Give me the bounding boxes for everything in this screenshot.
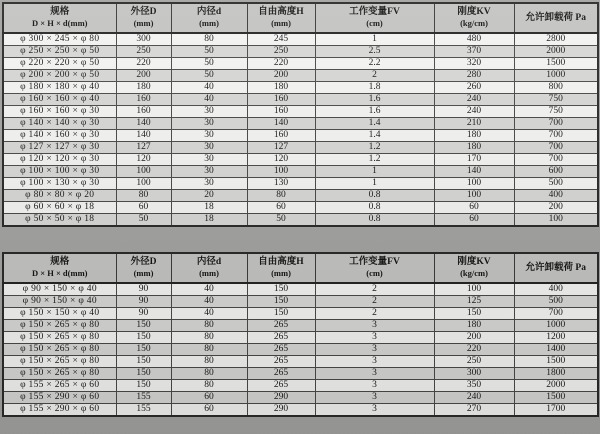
column-header xyxy=(247,253,315,283)
spec-cell: φ 155 × 290 × φ 60 xyxy=(3,392,116,404)
column-unit: (mm) xyxy=(271,18,291,28)
value-cell: 700 xyxy=(514,308,598,320)
value-cell: 40 xyxy=(171,296,247,308)
column-title: 规格 xyxy=(50,7,70,17)
value-cell: 100 xyxy=(514,214,598,227)
table-row xyxy=(3,320,598,332)
value-cell: 700 xyxy=(514,142,598,154)
value-cell: 100 xyxy=(434,283,514,296)
value-cell: 150 xyxy=(116,356,171,368)
value-cell: 80 xyxy=(171,332,247,344)
spec-cell: φ 90 × 150 × φ 40 xyxy=(3,296,116,308)
value-cell: 120 xyxy=(247,154,315,166)
value-cell: 180 xyxy=(434,320,514,332)
table-row xyxy=(3,283,598,296)
spec-cell: φ 150 × 265 × φ 80 xyxy=(3,332,116,344)
value-cell: 350 xyxy=(434,380,514,392)
column-header xyxy=(3,253,116,283)
value-cell: 40 xyxy=(171,82,247,94)
value-cell: 50 xyxy=(116,214,171,227)
value-cell: 200 xyxy=(514,202,598,214)
column-title: 自由高度H xyxy=(258,257,304,267)
spec-cell: φ 140 × 160 × φ 30 xyxy=(3,130,116,142)
value-cell: 2000 xyxy=(514,380,598,392)
value-cell: 127 xyxy=(116,142,171,154)
spec-cell: φ 160 × 160 × φ 40 xyxy=(3,94,116,106)
column-header xyxy=(514,253,598,283)
column-title: 规格 xyxy=(50,257,70,267)
value-cell: 750 xyxy=(514,94,598,106)
value-cell: 180 xyxy=(116,82,171,94)
value-cell: 1.2 xyxy=(315,142,434,154)
value-cell: 30 xyxy=(171,142,247,154)
value-cell: 1500 xyxy=(514,58,598,70)
table-row xyxy=(3,368,598,380)
value-cell: 130 xyxy=(247,178,315,190)
spec-cell: φ 150 × 265 × φ 80 xyxy=(3,344,116,356)
value-cell: 150 xyxy=(434,308,514,320)
spec-cell: φ 50 × 50 × φ 18 xyxy=(3,214,116,227)
value-cell: 600 xyxy=(514,166,598,178)
value-cell: 265 xyxy=(247,356,315,368)
spec-cell: φ 120 × 120 × φ 30 xyxy=(3,154,116,166)
value-cell: 90 xyxy=(116,283,171,296)
value-cell: 1000 xyxy=(514,70,598,82)
value-cell: 160 xyxy=(247,94,315,106)
value-cell: 250 xyxy=(247,46,315,58)
value-cell: 265 xyxy=(247,332,315,344)
value-cell: 1800 xyxy=(514,368,598,380)
value-cell: 30 xyxy=(171,118,247,130)
value-cell: 40 xyxy=(171,94,247,106)
value-cell: 1200 xyxy=(514,332,598,344)
value-cell: 1400 xyxy=(514,344,598,356)
value-cell: 150 xyxy=(247,283,315,296)
value-cell: 3 xyxy=(315,344,434,356)
column-title: 允许卸载荷 Pa xyxy=(525,262,586,273)
column-unit: (kg/cm) xyxy=(460,18,488,28)
value-cell: 30 xyxy=(171,130,247,142)
column-title: 自由高度H xyxy=(258,7,304,17)
value-cell: 260 xyxy=(434,82,514,94)
column-title: 外径D xyxy=(130,7,157,17)
value-cell: 2 xyxy=(315,296,434,308)
value-cell: 240 xyxy=(434,392,514,404)
value-cell: 150 xyxy=(116,380,171,392)
value-cell: 80 xyxy=(171,368,247,380)
value-cell: 60 xyxy=(171,392,247,404)
spec-cell: φ 155 × 290 × φ 60 xyxy=(3,404,116,417)
table-row xyxy=(3,214,598,227)
table-row xyxy=(3,392,598,404)
table-row xyxy=(3,202,598,214)
value-cell: 265 xyxy=(247,320,315,332)
value-cell: 3 xyxy=(315,320,434,332)
value-cell: 3 xyxy=(315,368,434,380)
value-cell: 2.2 xyxy=(315,58,434,70)
value-cell: 2 xyxy=(315,308,434,320)
column-header xyxy=(315,253,434,283)
column-unit: (cm) xyxy=(366,268,383,278)
value-cell: 90 xyxy=(116,296,171,308)
table-row xyxy=(3,106,598,118)
value-cell: 3 xyxy=(315,392,434,404)
value-cell: 1 xyxy=(315,166,434,178)
value-cell: 290 xyxy=(247,404,315,417)
value-cell: 240 xyxy=(434,106,514,118)
value-cell: 80 xyxy=(247,190,315,202)
value-cell: 150 xyxy=(247,308,315,320)
value-cell: 127 xyxy=(247,142,315,154)
column-unit: (mm) xyxy=(133,268,154,278)
value-cell: 80 xyxy=(171,380,247,392)
table-row xyxy=(3,332,598,344)
value-cell: 200 xyxy=(434,332,514,344)
spec-cell: φ 90 × 150 × φ 40 xyxy=(3,283,116,296)
value-cell: 160 xyxy=(116,106,171,118)
value-cell: 250 xyxy=(434,356,514,368)
value-cell: 60 xyxy=(434,214,514,227)
spring-spec-table-lower xyxy=(2,252,599,417)
column-header xyxy=(171,253,247,283)
table-row xyxy=(3,344,598,356)
value-cell: 750 xyxy=(514,106,598,118)
table-row xyxy=(3,94,598,106)
value-cell: 270 xyxy=(434,404,514,417)
value-cell: 3 xyxy=(315,380,434,392)
value-cell: 1000 xyxy=(514,320,598,332)
value-cell: 220 xyxy=(116,58,171,70)
table-row xyxy=(3,166,598,178)
value-cell: 50 xyxy=(171,70,247,82)
value-cell: 150 xyxy=(116,344,171,356)
value-cell: 160 xyxy=(247,130,315,142)
table-row xyxy=(3,33,598,46)
value-cell: 150 xyxy=(116,332,171,344)
value-cell: 80 xyxy=(116,190,171,202)
value-cell: 30 xyxy=(171,106,247,118)
column-header xyxy=(514,3,598,33)
value-cell: 2800 xyxy=(514,33,598,46)
value-cell: 140 xyxy=(116,118,171,130)
spec-cell: φ 180 × 180 × φ 40 xyxy=(3,82,116,94)
spec-cell: φ 127 × 127 × φ 30 xyxy=(3,142,116,154)
value-cell: 1.4 xyxy=(315,130,434,142)
table-row xyxy=(3,118,598,130)
value-cell: 200 xyxy=(116,70,171,82)
spring-spec-table-upper xyxy=(2,2,599,227)
value-cell: 0.8 xyxy=(315,214,434,227)
column-title: 外径D xyxy=(130,257,157,267)
spec-cell: φ 100 × 100 × φ 30 xyxy=(3,166,116,178)
value-cell: 250 xyxy=(116,46,171,58)
value-cell: 140 xyxy=(116,130,171,142)
spec-cell: φ 60 × 60 × φ 18 xyxy=(3,202,116,214)
column-header xyxy=(171,3,247,33)
value-cell: 100 xyxy=(116,178,171,190)
value-cell: 300 xyxy=(116,33,171,46)
value-cell: 90 xyxy=(116,308,171,320)
value-cell: 1500 xyxy=(514,392,598,404)
value-cell: 800 xyxy=(514,82,598,94)
column-header xyxy=(3,3,116,33)
value-cell: 1.4 xyxy=(315,118,434,130)
column-unit: (kg/cm) xyxy=(460,268,488,278)
column-title: 内径d xyxy=(196,257,222,267)
spec-cell: φ 100 × 130 × φ 30 xyxy=(3,178,116,190)
spec-cell: φ 80 × 80 × φ 20 xyxy=(3,190,116,202)
spec-cell: φ 150 × 150 × φ 40 xyxy=(3,308,116,320)
value-cell: 160 xyxy=(247,106,315,118)
column-header xyxy=(315,3,434,33)
value-cell: 700 xyxy=(514,118,598,130)
value-cell: 140 xyxy=(247,118,315,130)
value-cell: 3 xyxy=(315,356,434,368)
value-cell: 30 xyxy=(171,166,247,178)
value-cell: 370 xyxy=(434,46,514,58)
value-cell: 1 xyxy=(315,178,434,190)
table-row xyxy=(3,178,598,190)
column-title: 刚度KV xyxy=(457,7,491,17)
value-cell: 120 xyxy=(116,154,171,166)
value-cell: 30 xyxy=(171,154,247,166)
value-cell: 700 xyxy=(514,154,598,166)
value-cell: 300 xyxy=(434,368,514,380)
value-cell: 180 xyxy=(434,130,514,142)
column-unit: (mm) xyxy=(199,18,219,28)
value-cell: 18 xyxy=(171,202,247,214)
value-cell: 60 xyxy=(171,404,247,417)
table-row xyxy=(3,46,598,58)
table-row xyxy=(3,58,598,70)
column-title: 内径d xyxy=(196,7,222,17)
value-cell: 3 xyxy=(315,332,434,344)
value-cell: 180 xyxy=(247,82,315,94)
value-cell: 80 xyxy=(171,344,247,356)
value-cell: 1.8 xyxy=(315,82,434,94)
value-cell: 290 xyxy=(247,392,315,404)
value-cell: 100 xyxy=(116,166,171,178)
column-title: 允许卸载荷 Pa xyxy=(525,12,586,23)
value-cell: 220 xyxy=(434,344,514,356)
value-cell: 60 xyxy=(116,202,171,214)
table-row xyxy=(3,190,598,202)
column-header xyxy=(116,3,171,33)
value-cell: 0.8 xyxy=(315,202,434,214)
value-cell: 140 xyxy=(434,166,514,178)
value-cell: 180 xyxy=(434,142,514,154)
column-header xyxy=(434,253,514,283)
value-cell: 18 xyxy=(171,214,247,227)
column-header xyxy=(247,3,315,33)
value-cell: 700 xyxy=(514,130,598,142)
spec-cell: φ 220 × 220 × φ 50 xyxy=(3,58,116,70)
spec-cell: φ 160 × 160 × φ 30 xyxy=(3,106,116,118)
value-cell: 245 xyxy=(247,33,315,46)
table-row xyxy=(3,70,598,82)
value-cell: 1 xyxy=(315,33,434,46)
value-cell: 0.8 xyxy=(315,190,434,202)
table-row xyxy=(3,308,598,320)
value-cell: 240 xyxy=(434,94,514,106)
table-row xyxy=(3,356,598,368)
value-cell: 2 xyxy=(315,283,434,296)
value-cell: 220 xyxy=(247,58,315,70)
value-cell: 150 xyxy=(116,368,171,380)
value-cell: 265 xyxy=(247,380,315,392)
value-cell: 170 xyxy=(434,154,514,166)
column-unit: D × H × d(mm) xyxy=(32,268,88,278)
value-cell: 50 xyxy=(247,214,315,227)
value-cell: 2000 xyxy=(514,46,598,58)
table-row xyxy=(3,130,598,142)
value-cell: 155 xyxy=(116,404,171,417)
value-cell: 320 xyxy=(434,58,514,70)
spec-cell: φ 150 × 265 × φ 80 xyxy=(3,356,116,368)
column-title: 工作变量FV xyxy=(349,257,400,267)
value-cell: 125 xyxy=(434,296,514,308)
value-cell: 80 xyxy=(171,356,247,368)
value-cell: 100 xyxy=(434,178,514,190)
column-title: 工作变量FV xyxy=(349,7,400,17)
column-unit: (cm) xyxy=(366,18,383,28)
spec-cell: φ 150 × 265 × φ 80 xyxy=(3,320,116,332)
value-cell: 1.6 xyxy=(315,106,434,118)
column-unit: (mm) xyxy=(271,268,291,278)
spec-cell: φ 155 × 265 × φ 60 xyxy=(3,380,116,392)
spec-cell: φ 150 × 265 × φ 80 xyxy=(3,368,116,380)
value-cell: 2 xyxy=(315,70,434,82)
value-cell: 1.2 xyxy=(315,154,434,166)
value-cell: 1.6 xyxy=(315,94,434,106)
value-cell: 150 xyxy=(116,320,171,332)
value-cell: 100 xyxy=(434,190,514,202)
spec-cell: φ 200 × 200 × φ 50 xyxy=(3,70,116,82)
value-cell: 80 xyxy=(171,33,247,46)
value-cell: 500 xyxy=(514,296,598,308)
value-cell: 280 xyxy=(434,70,514,82)
value-cell: 60 xyxy=(247,202,315,214)
table-row xyxy=(3,380,598,392)
column-unit: D × H × d(mm) xyxy=(32,18,88,28)
table-row xyxy=(3,296,598,308)
value-cell: 2.5 xyxy=(315,46,434,58)
column-header xyxy=(116,253,171,283)
table-row xyxy=(3,154,598,166)
value-cell: 155 xyxy=(116,392,171,404)
value-cell: 50 xyxy=(171,58,247,70)
spec-cell: φ 300 × 245 × φ 80 xyxy=(3,33,116,46)
value-cell: 100 xyxy=(247,166,315,178)
value-cell: 500 xyxy=(514,178,598,190)
column-header xyxy=(434,3,514,33)
value-cell: 265 xyxy=(247,368,315,380)
value-cell: 40 xyxy=(171,308,247,320)
value-cell: 200 xyxy=(247,70,315,82)
header-row xyxy=(3,3,598,33)
value-cell: 150 xyxy=(247,296,315,308)
value-cell: 265 xyxy=(247,344,315,356)
column-unit: (mm) xyxy=(133,18,154,28)
value-cell: 1500 xyxy=(514,356,598,368)
value-cell: 400 xyxy=(514,283,598,296)
value-cell: 40 xyxy=(171,283,247,296)
value-cell: 30 xyxy=(171,178,247,190)
value-cell: 160 xyxy=(116,94,171,106)
spec-cell: φ 140 × 140 × φ 30 xyxy=(3,118,116,130)
column-unit: (mm) xyxy=(199,268,219,278)
table-row xyxy=(3,142,598,154)
header-row xyxy=(3,253,598,283)
value-cell: 60 xyxy=(434,202,514,214)
value-cell: 480 xyxy=(434,33,514,46)
value-cell: 1700 xyxy=(514,404,598,417)
spec-cell: φ 250 × 250 × φ 50 xyxy=(3,46,116,58)
value-cell: 80 xyxy=(171,320,247,332)
value-cell: 3 xyxy=(315,404,434,417)
table-row xyxy=(3,82,598,94)
value-cell: 50 xyxy=(171,46,247,58)
value-cell: 400 xyxy=(514,190,598,202)
table-row xyxy=(3,404,598,417)
value-cell: 210 xyxy=(434,118,514,130)
column-title: 刚度KV xyxy=(457,257,491,267)
value-cell: 20 xyxy=(171,190,247,202)
